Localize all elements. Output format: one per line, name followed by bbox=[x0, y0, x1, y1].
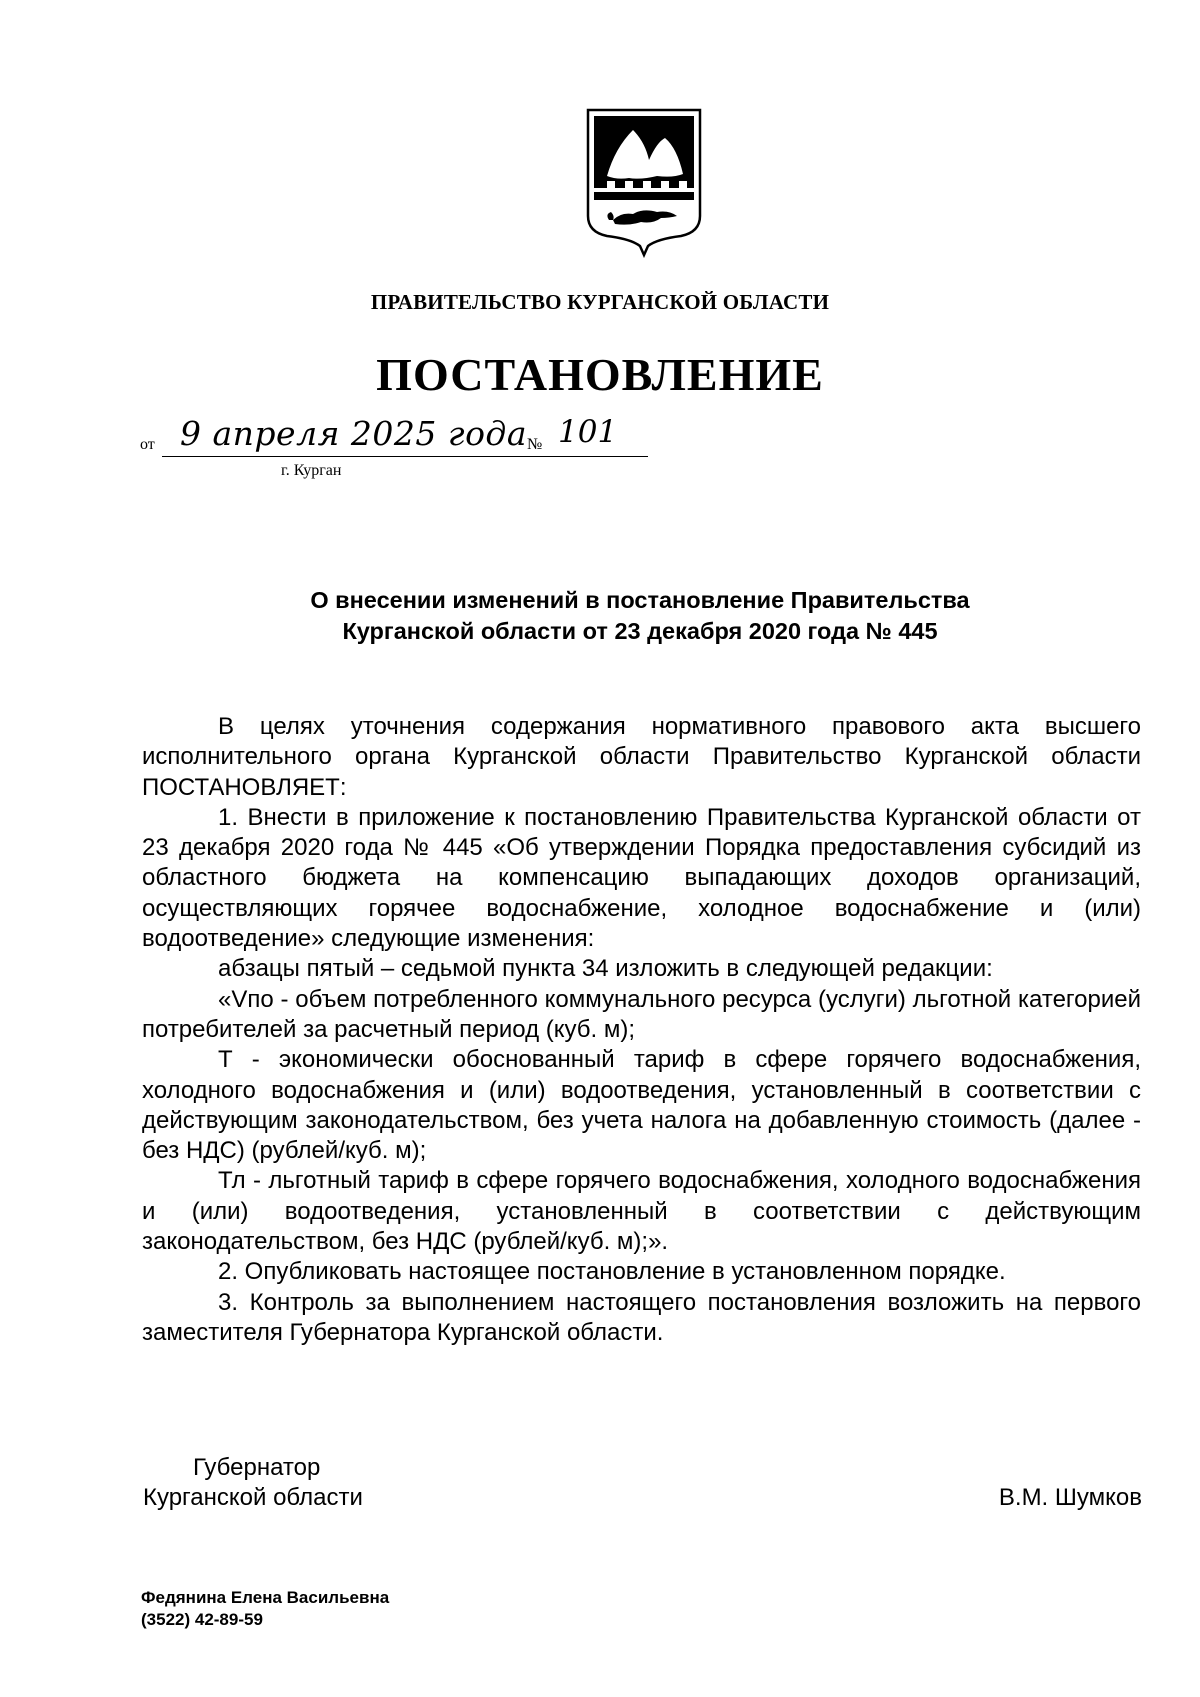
signatory-name: В.М. Шумков bbox=[998, 1484, 1142, 1511]
subject-line-2: Курганской области от 23 декабря 2020 года № 445 bbox=[342, 618, 938, 644]
paragraph-vpo: «Vпо - объем потребленного коммунального ресурса (услуги) льготной категорией потребителей за расчетный период (куб. м); bbox=[142, 985, 1141, 1043]
coat-of-arms-icon bbox=[585, 108, 703, 258]
document-subject bbox=[140, 585, 1140, 647]
paragraph-t: Т - экономически обоснованный тариф в сфере горячего водоснабжения, холодного водоснабжения и (или) водоотведения, установленный в соответствии с действующим законодательством, без учета налога на добавленную стоимость (далее - без НДС) (рублей/куб. м); bbox=[142, 1046, 1141, 1165]
position-line-1: Губернатор bbox=[193, 1454, 321, 1481]
executor-info bbox=[141, 1587, 389, 1631]
number-label: № bbox=[527, 436, 543, 453]
paragraph-item-1: 1. Внести в приложение к постановлению Правительства Курганской области от 23 декабря 2020 года № 445 «Об утверждении Порядка предоставления субсидий из областного бюджета на компенсацию выпадающих доходов организаций, осуществляющих горячее водоснабжение, холодное водоснабжение и (или) водоотведение» следующие изменения: bbox=[142, 803, 1141, 953]
organization-name: ПРАВИТЕЛЬСТВО КУРГАНСКОЙ ОБЛАСТИ bbox=[370, 290, 830, 314]
handwritten-number: 101 bbox=[558, 414, 618, 450]
subject-line-1: О внесении изменений в постановление Правительства bbox=[310, 587, 970, 613]
position-line-2: Курганской области bbox=[143, 1484, 363, 1511]
from-label: от bbox=[140, 436, 155, 453]
document-type: ПОСТАНОВЛЕНИЕ bbox=[376, 349, 824, 400]
paragraph-tl: Тл - льготный тариф в сфере горячего водоснабжения, холодного водоснабжения и (или) водоотведения, установленный в соответствии с действующим законодательством, без НДС (рублей/куб. м);». bbox=[142, 1167, 1141, 1256]
executor-phone: (3522) 42-89-59 bbox=[141, 1610, 263, 1629]
paragraph-amendment: абзацы пятый – седьмой пункта 34 изложить в следующей редакции: bbox=[218, 955, 993, 983]
date-number-line bbox=[140, 414, 660, 480]
signatory-position bbox=[143, 1453, 363, 1513]
paragraph-preamble: В целях уточнения содержания нормативного правового акта высшего исполнительного органа Курганской области Правительство Курганской области ПОСТАНОВЛЯЕТ: bbox=[142, 713, 1141, 801]
executor-name: Федянина Елена Васильевна bbox=[141, 1588, 390, 1607]
document-body bbox=[142, 712, 1141, 1348]
paragraph-item-3: 3. Контроль за выполнением настоящего постановления возложить на первого заместителя Губернатора Курганской области. bbox=[142, 1288, 1141, 1346]
number-underline bbox=[548, 456, 648, 457]
paragraph-item-2: 2. Опубликовать настоящее постановление в установленном порядке. bbox=[218, 1258, 1006, 1286]
city-label: г. Курган bbox=[281, 462, 342, 479]
handwritten-date: 9 апреля 2025 года bbox=[180, 414, 528, 453]
